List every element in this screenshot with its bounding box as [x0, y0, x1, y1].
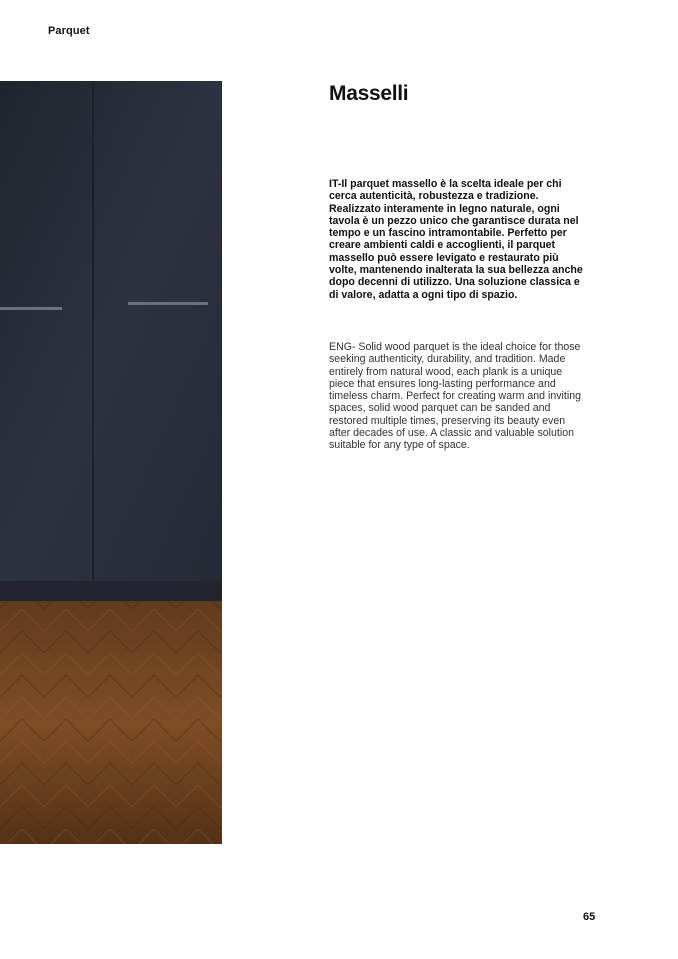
- page-number: 65: [583, 911, 596, 923]
- section-label: Parquet: [48, 25, 90, 37]
- description-italian: IT-Il parquet massello è la scelta ideale per chi cerca autenticità, robustezza e tradizione. Realizzato interamente in legno naturale, ogni tavola è un pezzo unico che garantisce durata nel tempo e un fascino intramontabile. Perfetto per creare ambienti caldi e accoglienti, il parquet massello può essere levigato e restaurato più volte, mantenendo inalterata la sua bellezza anche dopo decenni di utilizzo. Una soluzione classica e di valore, adatta a ogni tipo di spazio.: [329, 178, 583, 301]
- description-english: ENG- Solid wood parquet is the ideal choice for those seeking authenticity, durability, and tradition. Made entirely from natural wood, each plank is a unique piece that ensures long-lasting performance and timeless charm. Perfect for creating warm and inviting spaces, solid wood parquet can be sanded and restored multiple times, preserving its beauty even after decades of use. A classic and valuable solution suitable for any type of space.: [329, 341, 581, 452]
- page-title: Masselli: [329, 82, 409, 105]
- parquet-photo: [0, 81, 222, 844]
